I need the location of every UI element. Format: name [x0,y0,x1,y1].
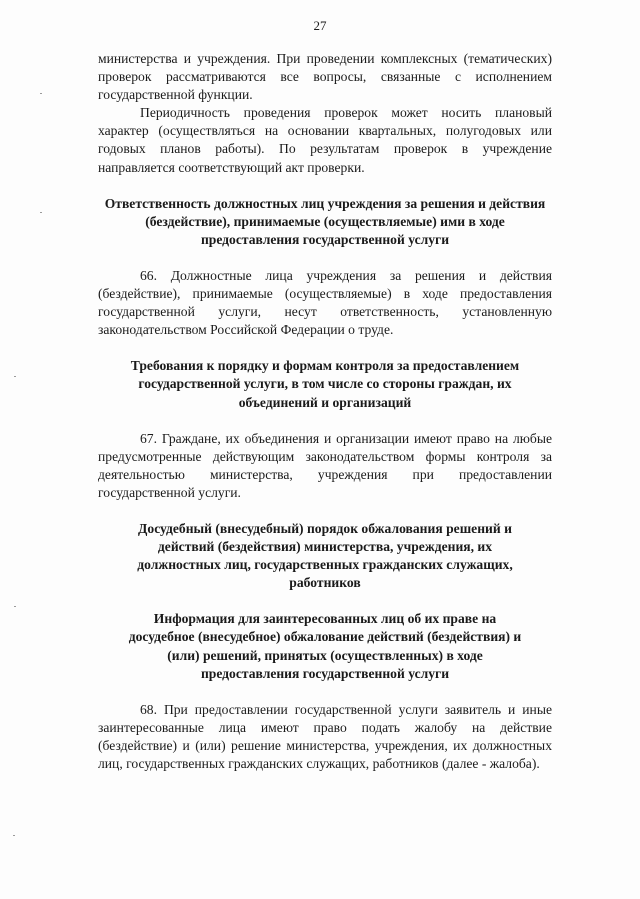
scan-speck [14,376,16,377]
scan-speck [40,93,42,94]
page-number: 27 [313,18,327,33]
paragraph-67: 67. Граждане, их объединения и организации имеют право на любые предусмотренные действующим законодательством формы контроля за деятельностью министерства, учреждения при предоставлении государственной услуги. [98,430,552,500]
paragraph-inspections-continued: министерства и учреждения. При проведении комплексных (тематических) проверок рассматриваются все вопросы, связанные с исполнением государственной функции. [98,51,552,103]
section-heading-appeal-information: Информация для заинтересованных лиц об их праве на досудебное (внесудебное) обжалование действий (бездействия) и (или) решений, принятых (осуществленных) в ходе предоставления государственной услуги [128,611,522,681]
scan-speck [14,606,16,607]
scan-speck [40,212,42,213]
scan-speck [13,835,15,836]
document-body [98,50,552,773]
paragraph-inspection-periodicity: Периодичность проведения проверок может носить плановый характер (осуществляться на основании квартальных, полугодовых или годовых планов работы). По результатам проверок в учреждение направляется соответствующий акт проверки. [98,105,552,175]
section-heading-responsibility: Ответственность должностных лиц учреждения за решения и действия (бездействие), принимаемые (осуществляемые) ими в ходе предоставления государственной услуги [104,195,546,247]
section-heading-pretrial-appeal: Досудебный (внесудебный) порядок обжалования решений и действий (бездействия) министерства, учреждения, их должностных лиц, государственных гражданских служащих, работников [137,520,513,591]
paragraph-68: 68. При предоставлении государственной услуги заявитель и иные заинтересованные лица имеют право подать жалобу на действие (бездействие) и (или) решение министерства, учреждения, их должностных лиц, государственных гражданских служащих, работников (далее - жалоба). [98,701,552,771]
section-heading-control-requirements: Требования к порядку и формам контроля за предоставлением государственной услуги, в том числе со стороны граждан, их объединений и организаций [130,358,520,410]
paragraph-66: 66. Должностные лица учреждения за решения и действия (бездействие), принимаемые (осуществляемые) в ходе предоставления государственной услуги, несут ответственность, установленную законодательством Российской Федерации о труде. [98,267,552,338]
